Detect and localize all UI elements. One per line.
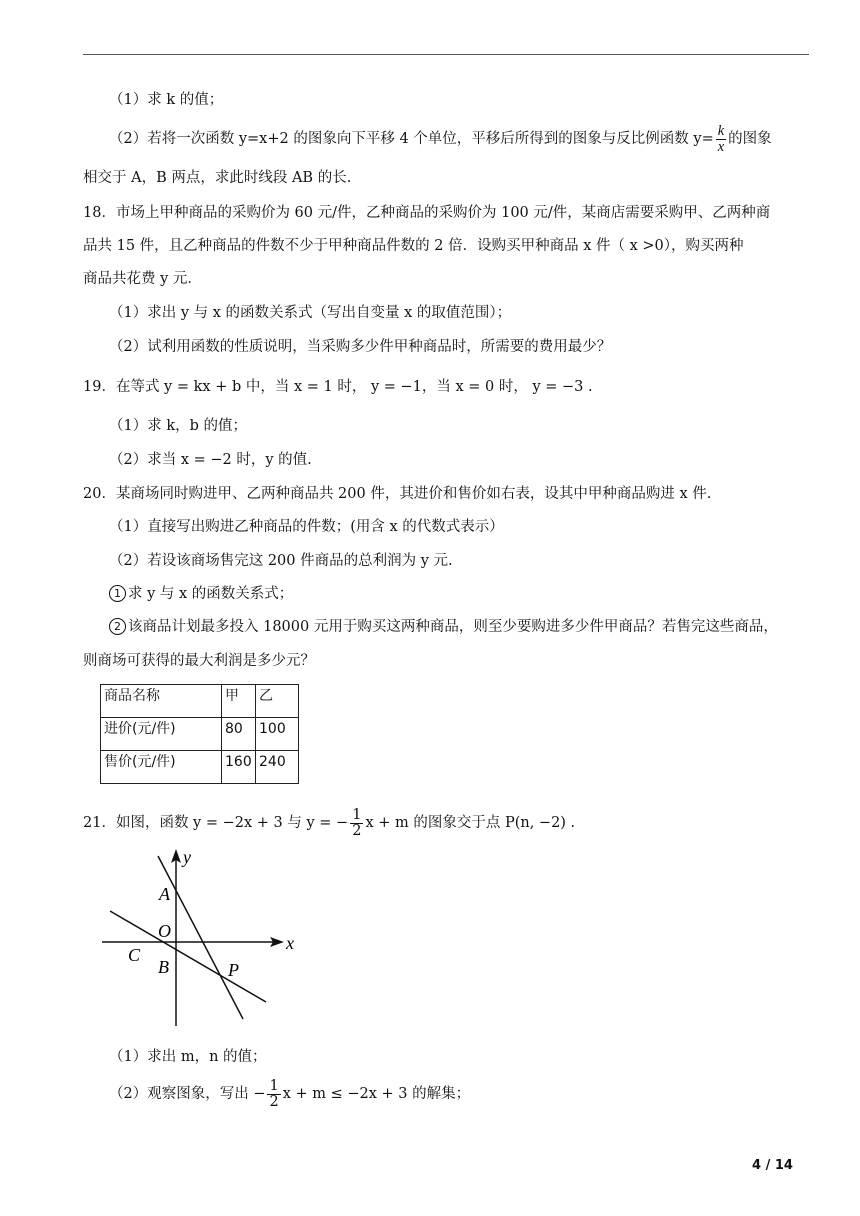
fraction-numerator: k bbox=[717, 122, 725, 139]
header-rule bbox=[83, 54, 809, 55]
q20-line1: 20．某商场同时购进甲、乙两种商品共 200 件，其进价和售价如右表，设其中甲种商品购进 x 件. bbox=[83, 486, 712, 502]
q19-part1: （1）求 k，b 的值； bbox=[109, 418, 248, 434]
one-half-fraction bbox=[267, 1079, 280, 1110]
q17-part2-text-b: 的图象 bbox=[728, 131, 772, 147]
function-graph-figure bbox=[100, 846, 310, 1031]
q20-sub2 bbox=[109, 617, 778, 637]
q20-sub1 bbox=[109, 584, 293, 604]
q18-line1: 18．市场上甲种商品的采购价为 60 元/件，乙种商品的采购价为 100 元/件，某商店需要采购甲、乙两种商 bbox=[83, 205, 771, 221]
q21-part2 bbox=[109, 1077, 470, 1111]
table-header-row bbox=[101, 685, 299, 718]
q21-line1 bbox=[83, 806, 575, 840]
table-cell: 160 bbox=[222, 751, 256, 784]
table-cell: 100 bbox=[256, 718, 299, 751]
q21-part2-text-b: x + m ≤ −2x + 3 的解集； bbox=[282, 1086, 471, 1102]
point-b-label: B bbox=[158, 957, 169, 977]
q20-sub2-text: 该商品计划最多投入 18000 元用于购买这两种商品，则至少要购进多少件甲商品？若售完这些商品， bbox=[128, 619, 778, 635]
price-table bbox=[100, 684, 299, 784]
q17-part1: （1）求 k 的值； bbox=[109, 92, 224, 108]
origin-label: O bbox=[158, 921, 171, 941]
fraction-numerator: 1 bbox=[352, 806, 362, 823]
table-header-cell: 甲 bbox=[222, 685, 256, 718]
q17-part2-cont: 相交于 A，B 两点，求此时线段 AB 的长. bbox=[83, 170, 352, 186]
q18-line2: 品共 15 件，且乙种商品的件数不少于甲种商品件数的 2 倍．设购买甲种商品 x 件（ x >0），购买两种 bbox=[83, 238, 744, 254]
table-cell: 进价(元/件) bbox=[101, 718, 222, 751]
q20-sub1-text: 求 y 与 x 的函数关系式； bbox=[128, 586, 294, 602]
k-over-x-fraction bbox=[716, 124, 726, 155]
fraction-denominator: 2 bbox=[352, 822, 362, 839]
q17-part2-text-a: （2）若将一次函数 y=x+2 的图象向下平移 4 个单位，平移后所得到的图象与反比例函数 y= bbox=[109, 131, 714, 147]
q18-part2: （2）试利用函数的性质说明，当采购多少件甲种商品时，所需要的费用最少？ bbox=[109, 339, 612, 355]
circled-number-1: 1 bbox=[109, 585, 126, 602]
q18-line3: 商品共花费 y 元． bbox=[83, 271, 202, 287]
q21-part2-text-a: （2）观察图象，写出 − bbox=[109, 1086, 266, 1102]
table-row bbox=[101, 718, 299, 751]
q21-part1: （1）求出 m，n 的值； bbox=[109, 1049, 267, 1065]
point-a-label: A bbox=[159, 884, 170, 904]
circled-number-2: 2 bbox=[109, 618, 126, 635]
q17-part2 bbox=[109, 122, 772, 156]
q20-part2: （2）若设该商场售完这 200 件商品的总利润为 y 元. bbox=[109, 553, 453, 569]
table-row bbox=[101, 751, 299, 784]
one-half-fraction bbox=[350, 808, 363, 839]
table-cell: 80 bbox=[222, 718, 256, 751]
q18-part1: （1）求出 y 与 x 的函数关系式（写出自变量 x 的取值范围）； bbox=[109, 305, 512, 321]
fraction-denominator: 2 bbox=[269, 1093, 279, 1110]
y-axis-label: y bbox=[183, 847, 191, 867]
q20-line-cont: 则商场可获得的最大利润是多少元？ bbox=[83, 653, 315, 669]
q21-line1-text-b: x + m 的图象交于点 P(n, −2) . bbox=[365, 815, 576, 831]
q19-part2: （2）求当 x = −2 时，y 的值. bbox=[109, 452, 312, 468]
q20-part1: （1）直接写出购进乙种商品的件数；(用含 x 的代数式表示） bbox=[109, 519, 504, 535]
q19-line1: 19．在等式 y = kx + b 中，当 x = 1 时， y = −1，当 x = 0 时， y = −3 . bbox=[83, 379, 593, 395]
table-cell: 售价(元/件) bbox=[101, 751, 222, 784]
fraction-numerator: 1 bbox=[269, 1077, 279, 1094]
point-c-label: C bbox=[128, 945, 141, 965]
table-header-cell: 商品名称 bbox=[101, 685, 222, 718]
point-p-label: P bbox=[228, 960, 239, 980]
fraction-denominator: x bbox=[717, 138, 725, 155]
table-cell: 240 bbox=[256, 751, 299, 784]
x-axis-label: x bbox=[286, 933, 294, 953]
q21-line1-text-a: 21．如图，函数 y = −2x + 3 与 y = − bbox=[83, 815, 349, 831]
page-number: 4 / 14 bbox=[752, 1158, 793, 1173]
table-header-cell: 乙 bbox=[256, 685, 299, 718]
